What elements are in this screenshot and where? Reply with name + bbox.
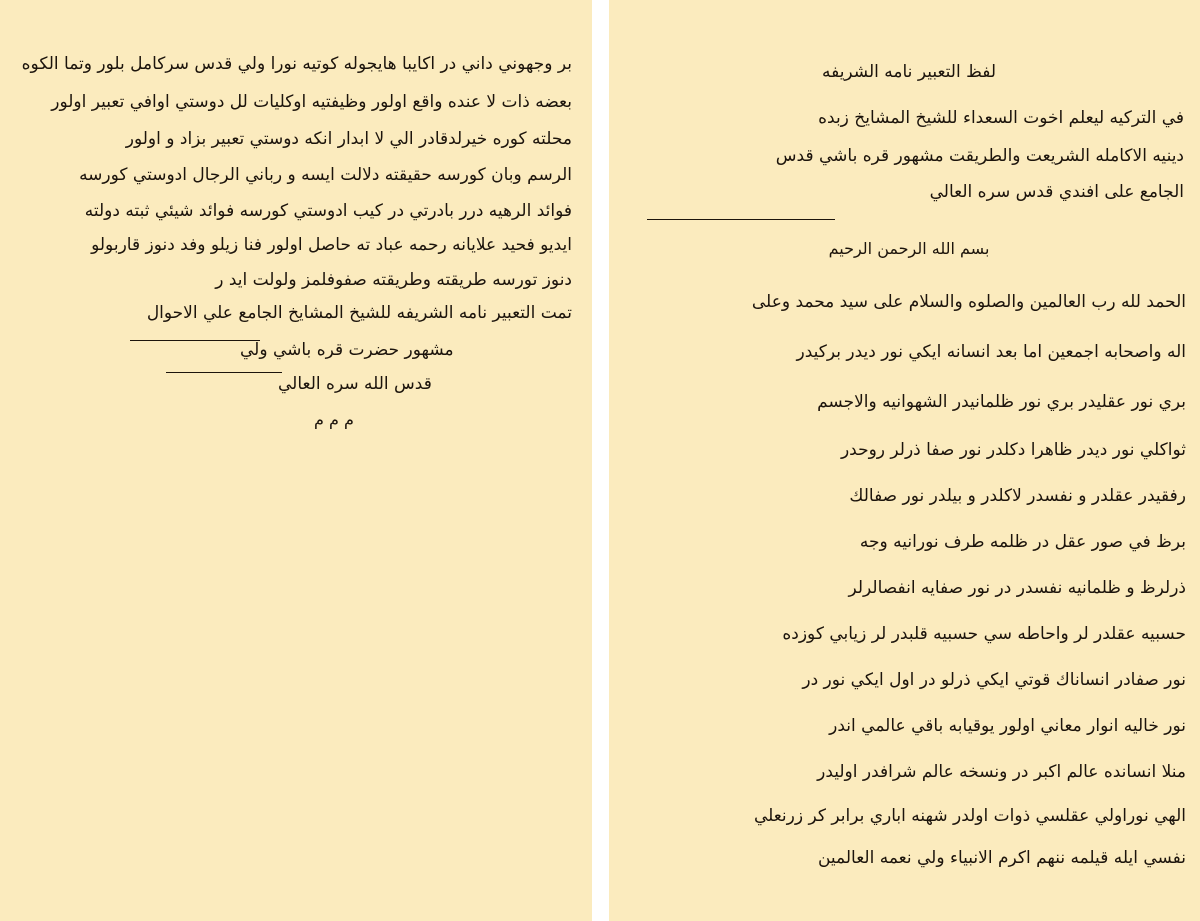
body-line: محلته كوره خيرلدقادر الي لا ابدار انكه دوستي تعبير بزاد و اولور bbox=[125, 129, 572, 149]
title-heading: لفظ التعبير نامه الشريفه bbox=[821, 62, 997, 82]
colophon-line: قدس الله سره العالي bbox=[278, 374, 432, 394]
body-line: نور خاليه انوار معاني اولور يوقيابه باقي عالمي اندر bbox=[829, 716, 1186, 736]
manuscript-page-right bbox=[609, 0, 1200, 921]
body-line: دنوز تورسه طريقته وطريقته صفوفلمز ولولت ايد ر bbox=[215, 270, 572, 290]
body-line: نور صفادر انساناك قوتي ايكي ذرلو در اول ايكي نور در bbox=[802, 670, 1186, 690]
manuscript-page-left bbox=[0, 0, 592, 921]
body-line: بعضه ذات لا عنده واقع اولور وظيفتيه اوكليات لل دوستي اوافي تعبير اولور bbox=[51, 92, 572, 112]
colophon-underline bbox=[166, 372, 282, 373]
body-line: اله واصحابه اجمعين اما بعد انسانه ايكي نور ديدر بركيدر bbox=[796, 342, 1186, 362]
closing-mark: م م م bbox=[314, 410, 354, 429]
body-line: ذرلرظ و ظلمانيه نفسدر در نور صفايه انفصالرلر bbox=[848, 578, 1186, 598]
intro-line: الجامع على افندي قدس سره العالي bbox=[929, 182, 1184, 202]
body-line: الحمد لله رب العالمين والصلوه والسلام على سيد محمد وعلى bbox=[751, 292, 1186, 312]
body-line: بر وجهوني داني در اكايبا هايجوله كوتيه نورا ولي قدس سركامل بلور وتما الكوه bbox=[21, 54, 572, 74]
body-line: الرسم وبان كورسه حقيقته دلالت ايسه و رباني الرجال ادوستي كورسه bbox=[79, 165, 572, 185]
body-line: الهي نوراولي عقلسي ذوات اولدر شهنه اباري برابر كر زرنعلي bbox=[753, 806, 1186, 826]
intro-underline bbox=[647, 219, 835, 220]
body-line: حسبيه عقلدر لر واحاطه سي حسبيه قلبدر لر زيابي كوزده bbox=[782, 624, 1186, 644]
intro-line: دينيه الاكامله الشريعت والطريقت مشهور قره باشي قدس bbox=[775, 146, 1184, 166]
colophon-line: مشهور حضرت قره باشي ولي bbox=[240, 340, 454, 360]
body-line: نفسي ايله قيلمه ننهم اكرم الانبياء ولي نعمه العالمين bbox=[817, 848, 1186, 868]
body-line: تمت التعبير نامه الشريفه للشيخ المشايخ الجامع علي الاحوال bbox=[146, 303, 572, 323]
body-line: فوائد الرهيه درر بادرتي در كيب ادوستي كورسه فوائد شيئي ثبته دولته bbox=[84, 201, 572, 221]
body-line: ثواكلي نور ديدر ظاهرا دكلدر نور صفا ذرلر روحدر bbox=[840, 440, 1186, 460]
intro-line: في التركيه ليعلم اخوت السعداء للشيخ المشايخ زبده bbox=[818, 108, 1184, 128]
body-line: منلا انسانده عالم اكبر در ونسخه عالم شرافدر اوليدر bbox=[817, 762, 1186, 782]
body-line: برظ في صور عقل در ظلمه طرف نورانيه وجه bbox=[859, 532, 1186, 552]
basmala-heading: بسم الله الرحمن الرحيم bbox=[828, 239, 990, 258]
body-line: رفقيدر عقلدر و نفسدر لاكلدر و بيلدر نور صفالك bbox=[849, 486, 1186, 506]
page-gutter bbox=[592, 0, 609, 921]
body-line: بري نور عقليدر بري نور ظلمانيدر الشهوانيه والاجسم bbox=[817, 392, 1186, 412]
body-line: ايديو فحيد علايانه رحمه عباد ته حاصل اولور فنا زيلو وفد دنوز قاربولو bbox=[91, 235, 572, 255]
